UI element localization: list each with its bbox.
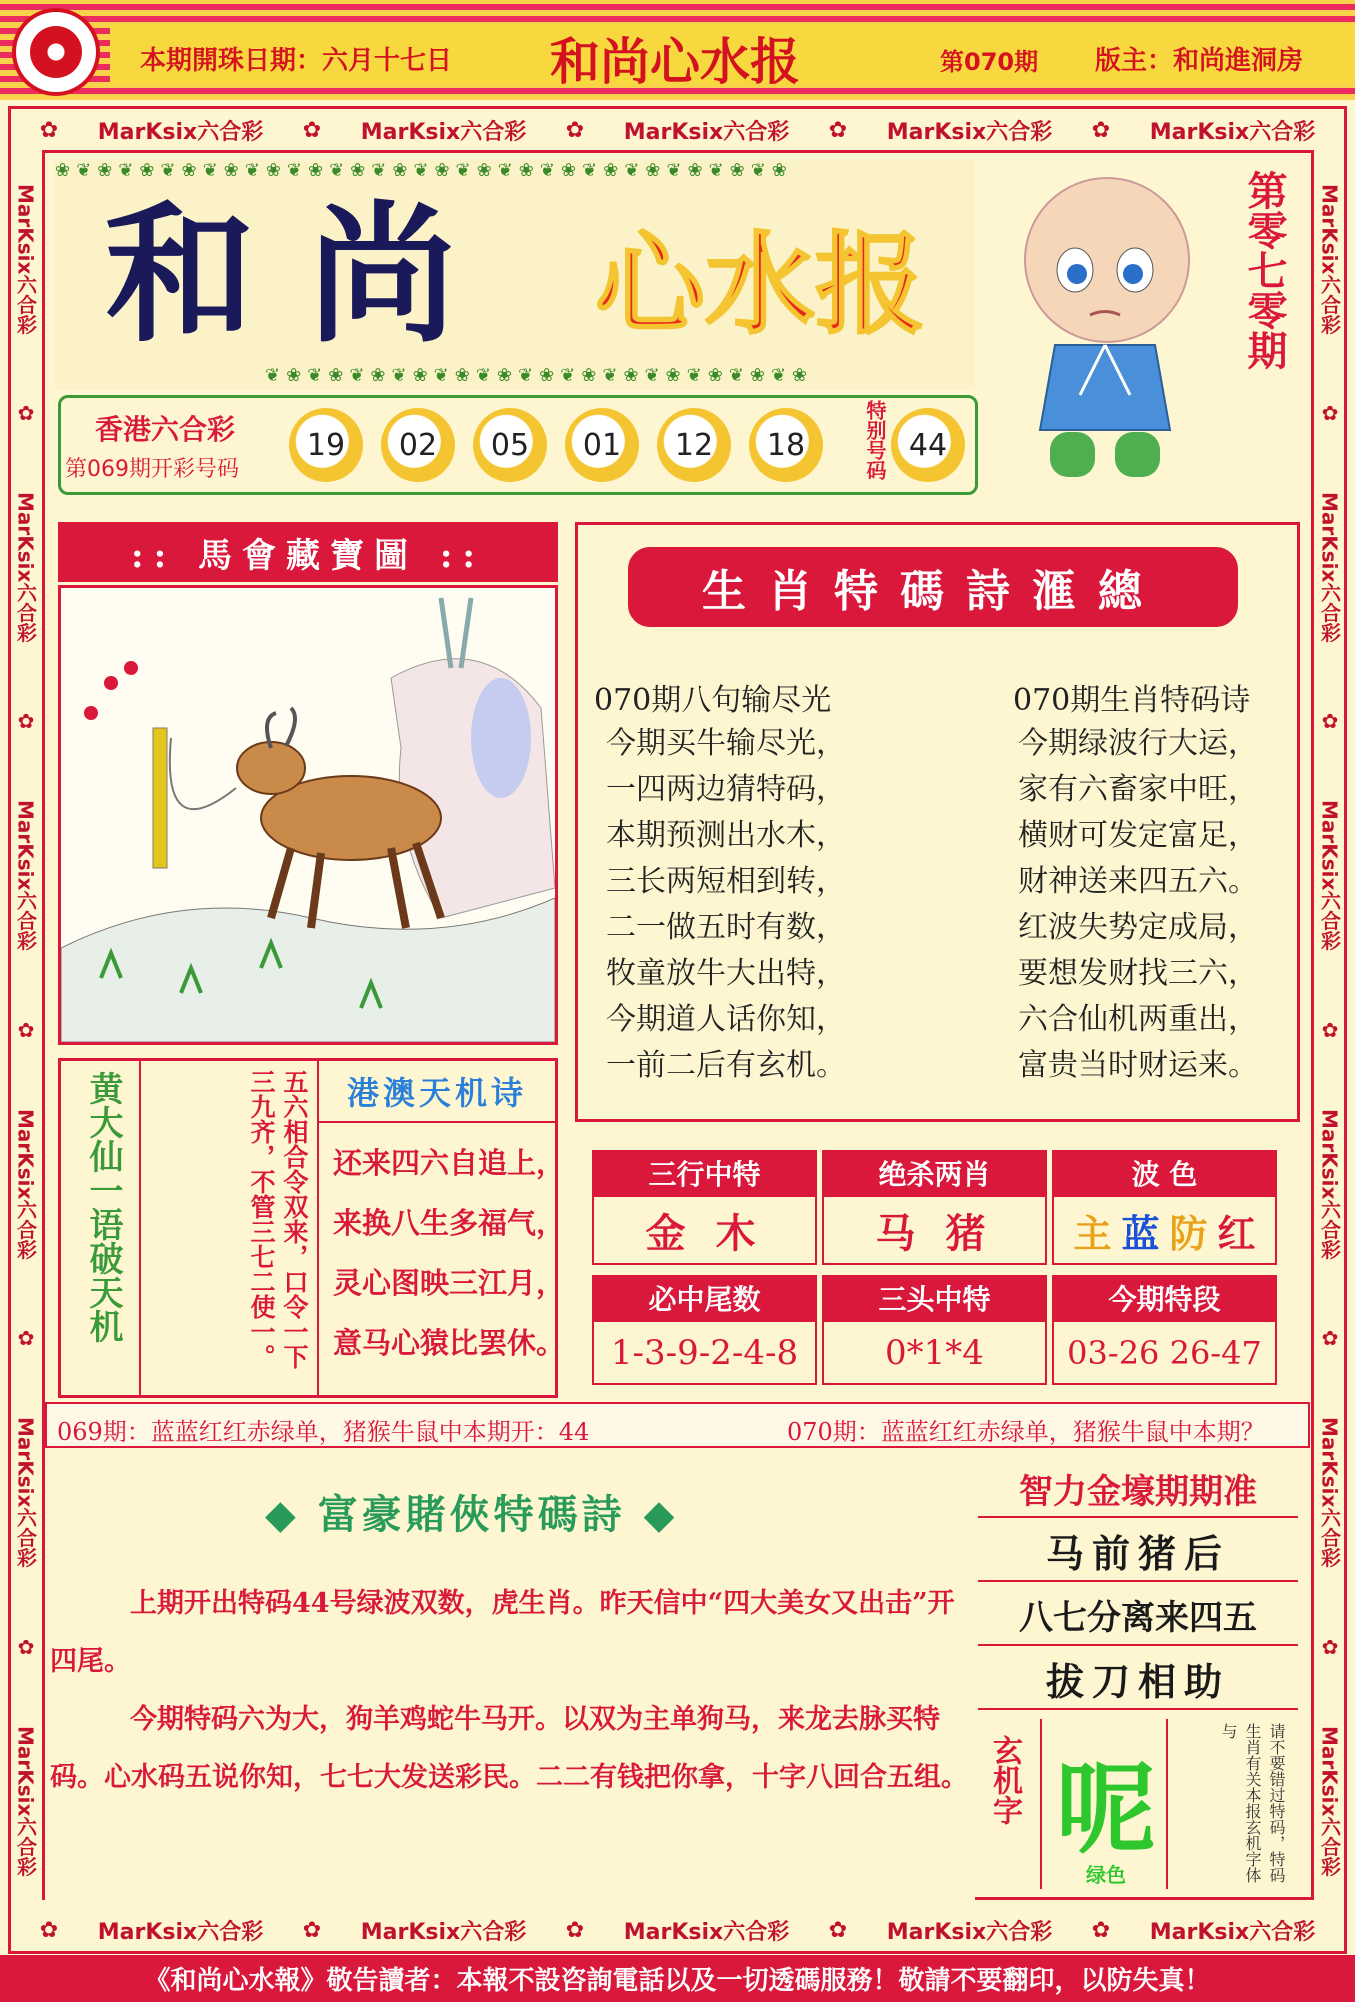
table-header: 三头中特 xyxy=(822,1275,1047,1320)
issue-vertical: 第零七零期 xyxy=(1241,170,1288,370)
poem-line: 意马心猿比罢休。 xyxy=(333,1326,566,1360)
mystery-char-box xyxy=(978,1715,1298,1895)
table-header: 绝杀两肖 xyxy=(822,1150,1047,1195)
poem-line: 横财可发定富足， xyxy=(1018,818,1258,853)
watermark-top: ✿ MarKsix六合彩 ✿ MarKsix六合彩 ✿ MarKsix六合彩 ✿ MarKsix六合彩 ✿ MarKsix六合彩 xyxy=(39,117,1316,145)
poem-line: 六合仙机两重出， xyxy=(1018,1002,1258,1037)
side-hints-panel xyxy=(978,1460,1298,1900)
table-cell: 03-26 26-47 xyxy=(1052,1320,1277,1385)
table-header: 必中尾数 xyxy=(592,1275,817,1320)
table-cell: 马 猪 xyxy=(822,1195,1047,1265)
mystery-char-label: 玄机字 xyxy=(987,1735,1022,1825)
treasure-map-title: :: 馬會藏寶圖 :: xyxy=(58,522,558,582)
wave-color-cell: 主 蓝 防 红 xyxy=(1052,1195,1277,1265)
prediction-table xyxy=(592,1150,1277,1385)
wong-tai-sin-label: 黄大仙一语破天机 xyxy=(83,1071,123,1343)
issue-number: 第070期 xyxy=(940,48,1039,76)
table-header: 波 色 xyxy=(1052,1150,1277,1195)
result-ball: 01 xyxy=(565,408,639,482)
footer-text: 《和尚心水報》敬告讀者：本報不設咨詢電話以及一切透碼服務！敬請不要翻印，以防失真！ xyxy=(144,1966,1211,1996)
special-label: 特别号码 xyxy=(863,400,887,480)
table-cell: 0*1*4 xyxy=(822,1320,1047,1385)
mystery-char: 呢 xyxy=(1056,1750,1156,1868)
table-cell: 金 木 xyxy=(592,1195,817,1265)
result-ball: 02 xyxy=(381,408,455,482)
results-numbers xyxy=(289,408,823,482)
result-ball: 05 xyxy=(473,408,547,482)
flower-garland-icon: ❀❦❀❦❀❦❀❦❀❦❀❦❀❦❀❦❀❦❀❦❀❦❀❦❀❦❀❦❀❦❀❦❀❦❀ xyxy=(55,160,793,181)
result-ball: 12 xyxy=(657,408,731,482)
monk-mascot-icon xyxy=(995,170,1225,490)
hk-logo-icon xyxy=(12,8,100,96)
result-ball: 18 xyxy=(749,408,823,482)
mystery-note: 请不要错过特码，特码生肖有关本报玄机字体与 xyxy=(1219,1723,1286,1883)
poem-line: 今期买牛输尽光， xyxy=(606,726,846,761)
results-strip xyxy=(58,395,978,495)
masthead xyxy=(55,160,975,390)
table-header: 今期特段 xyxy=(1052,1275,1277,1320)
mystery-color-label: 绿色 xyxy=(1086,1863,1126,1887)
poem-line: 还来四六自追上， xyxy=(333,1146,566,1180)
results-label-top: 香港六合彩 xyxy=(95,413,236,446)
gambler-poem-title: ◆ 富豪賭俠特碼詩 ◆ xyxy=(265,1491,679,1538)
gangao-poem-title: 港澳天机诗 xyxy=(319,1061,555,1123)
zodiac-poems-panel xyxy=(575,522,1300,1122)
poem-line: 一前二后有玄机。 xyxy=(606,1048,846,1083)
watermark-bottom: ✿ MarKsix六合彩 ✿ MarKsix六合彩 ✿ MarKsix六合彩 ✿ MarKsix六合彩 ✿ MarKsix六合彩 xyxy=(39,1917,1316,1945)
result-ball: 19 xyxy=(289,408,363,482)
editor-name: 版主：和尚進洞房 xyxy=(1095,46,1304,76)
mystery-char-cell xyxy=(1040,1719,1168,1889)
poem-line: 来换八生多福气， xyxy=(333,1206,566,1240)
right-poem-title: 070期生肖特码诗 xyxy=(1013,683,1251,718)
flower-garland-icon: ❦❀❦❀❦❀❦❀❦❀❦❀❦❀❦❀❦❀❦❀❦❀❦❀❦❀ xyxy=(265,365,814,386)
poem-line: 灵心图映三江月， xyxy=(333,1266,566,1300)
hint-line: 拔刀相助 xyxy=(978,1648,1298,1710)
left-poem xyxy=(606,721,846,1089)
watermark-right: MarKsix六合彩 ✿ MarKsix六合彩 ✿ MarKsix六合彩 ✿ MarKsix六合彩 ✿ MarKsix六合彩 ✿ MarKsix六合彩 xyxy=(1317,183,1342,1877)
wong-tai-sin-text: 五六相合令双来，口令一下三九齐，不管三七二使一。 xyxy=(139,1061,319,1395)
hint-line: 智力金壕期期准 xyxy=(978,1460,1298,1518)
watermark-left: MarKsix六合彩 ✿ MarKsix六合彩 ✿ MarKsix六合彩 ✿ MarKsix六合彩 ✿ MarKsix六合彩 ✿ MarKsix六合彩 xyxy=(13,183,38,1877)
poem-line: 牧童放牛大出特， xyxy=(606,956,846,991)
ticker-left: 069期：蓝蓝红红赤绿单，猪猴牛鼠中本期开：44 xyxy=(57,1418,590,1446)
poem-line: 本期预测出水木， xyxy=(606,818,846,853)
masthead-title-black: 和 尚 xyxy=(105,187,458,363)
poem-line: 今期道人话你知， xyxy=(606,1002,846,1037)
gangao-poem xyxy=(333,1133,565,1373)
draw-date: 本期開珠日期：六月十七日 xyxy=(140,46,453,76)
footer-bar xyxy=(0,1955,1355,2002)
paper-title: 和尚心水报 xyxy=(550,32,800,91)
poem-line: 红波失势定成局， xyxy=(1018,910,1258,945)
poem-line: 要想发财找三六， xyxy=(1018,956,1258,991)
ticker-right: 070期：蓝蓝红红赤绿单，猪猴牛鼠中本期？ xyxy=(787,1418,1265,1446)
table-cell: 1-3-9-2-4-8 xyxy=(592,1320,817,1385)
gambler-para-1: 上期开出特码44号绿波双数，虎生肖。昨天信中“四大美女又出击”开四尾。 xyxy=(50,1588,955,1677)
poem-line: 富贵当时财运来。 xyxy=(1018,1048,1258,1083)
poem-line: 三长两短相到转， xyxy=(606,864,846,899)
hint-line: 八七分离来四五 xyxy=(978,1584,1298,1646)
gambler-para-2: 今期特码六为大，狗羊鸡蛇牛马开。以双为主单狗马，来龙去脉买特码。心水码五说你知，七七大发送彩民。二二有钱把你拿，十字八回合五组。 xyxy=(50,1704,968,1793)
poem-line: 今期绿波行大运， xyxy=(1018,726,1258,761)
results-label-bottom: 第069期开彩号码 xyxy=(65,457,239,482)
left-poem-title: 070期八句输尽光 xyxy=(594,683,832,718)
gambler-poem-panel xyxy=(45,1455,975,1900)
poem-line: 财神送来四五六。 xyxy=(1018,864,1258,899)
poem-line: 二一做五时有数， xyxy=(606,910,846,945)
table-header: 三行中特 xyxy=(592,1150,817,1195)
special-ball: 44 xyxy=(891,408,965,482)
zodiac-poems-banner: 生肖特碼詩滙總 xyxy=(628,547,1238,627)
treasure-map-image xyxy=(58,585,558,1045)
right-poem xyxy=(1018,721,1258,1089)
poem-line: 家有六畜家中旺， xyxy=(1018,772,1258,807)
header-bar xyxy=(0,0,1355,100)
hint-line: 马前猪后 xyxy=(978,1520,1298,1582)
masthead-title-red: 心水报 xyxy=(595,220,925,349)
poem-line: 一四两边猜特码， xyxy=(606,772,846,807)
wong-tai-sin-panel xyxy=(58,1058,566,1398)
ticker-bar xyxy=(45,1402,1310,1448)
